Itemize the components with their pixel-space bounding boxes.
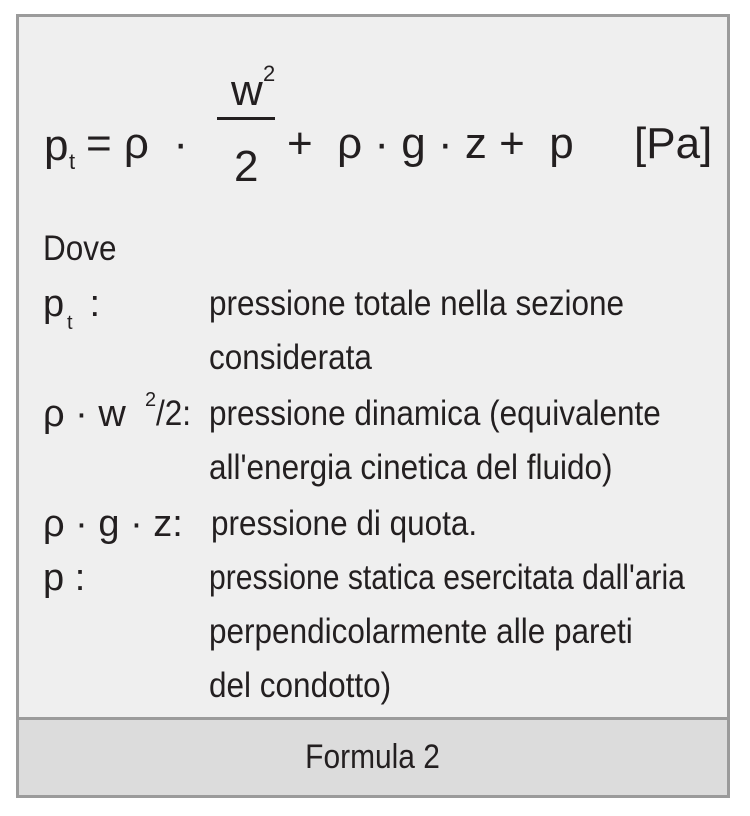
def-symbol-dynamic-exponent: 2 <box>145 389 157 411</box>
formula-unit: [Pa] <box>634 119 713 168</box>
def-symbol-dynamic-a: ρ · w <box>43 393 126 435</box>
def-text-line: considerata <box>209 338 372 377</box>
formula-lhs-subscript: t <box>69 149 76 174</box>
formula-box <box>16 14 730 798</box>
def-text-line: pressione statica esercitata dall'aria <box>209 558 685 597</box>
formula-lhs-p: p <box>44 121 69 170</box>
formula-rest: + ρ · g · z + p <box>287 119 574 168</box>
def-text-line: pressione dinamica (equivalente <box>209 394 661 433</box>
def-symbol-dynamic-b: /2: <box>156 394 192 433</box>
def-symbol-pt-colon: : <box>79 283 101 325</box>
def-text-line: all'energia cinetica del fluido) <box>209 448 613 487</box>
caption-bar <box>19 717 727 795</box>
def-symbol-pt: p <box>43 283 65 325</box>
formula-numerator-exponent: 2 <box>263 61 276 86</box>
def-symbol-p: p : <box>43 557 86 599</box>
def-text-line: pressione totale nella sezione <box>209 284 625 323</box>
def-text-line: del condotto) <box>209 666 392 705</box>
fraction-bar <box>217 117 275 120</box>
formula-equation <box>19 17 733 217</box>
formula-equals-rho: = ρ · <box>86 119 189 168</box>
caption: Formula 2 <box>305 738 441 776</box>
def-symbol-height: ρ · g · z: <box>43 503 183 545</box>
def-text-line: perpendicolarmente alle pareti <box>209 612 633 651</box>
formula-denominator: 2 <box>234 142 259 191</box>
def-symbol-pt-subscript: t <box>67 312 73 334</box>
formula-numerator: w <box>231 66 263 115</box>
def-text-line: pressione di quota. <box>211 504 478 543</box>
definitions-intro: Dove <box>43 229 117 268</box>
